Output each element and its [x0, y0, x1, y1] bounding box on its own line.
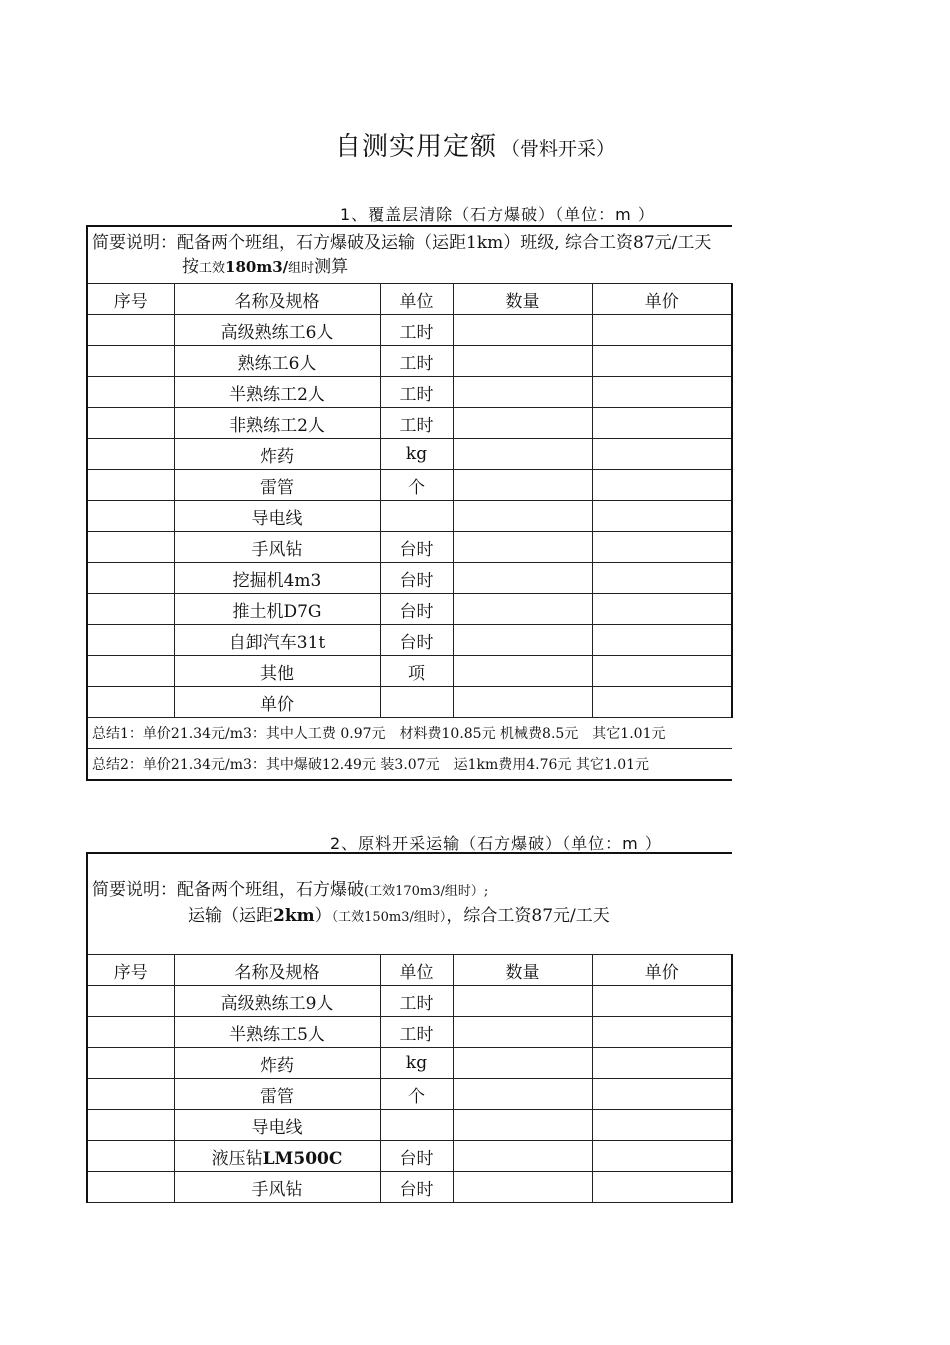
section1-desc-line2	[92, 255, 732, 281]
cell-name: 导电线	[174, 1110, 380, 1141]
table-row	[87, 377, 732, 408]
desc-small-text: 组时	[288, 261, 315, 276]
cell-seq	[87, 1141, 174, 1172]
cell-name: 非熟练工2人	[174, 408, 380, 439]
table-row	[87, 1079, 732, 1110]
cell-seq	[87, 408, 174, 439]
title-sub: （骨料开采）	[501, 138, 616, 160]
table-row	[87, 656, 732, 687]
cell-name: 炸药	[174, 439, 380, 470]
table-row	[87, 1048, 732, 1079]
cell-unit: 台时	[380, 563, 453, 594]
cell-seq	[87, 532, 174, 563]
cell-name: 高级熟练工9人	[174, 986, 380, 1017]
table-row	[87, 346, 732, 377]
cell-quantity	[453, 1141, 592, 1172]
table-row	[87, 439, 732, 470]
summary-1: 总结1：单价21.34元/m3：其中人工费 0.97元 材料费10.85元 机械费8.5元 其它1.01元	[87, 718, 732, 749]
cell-quantity	[453, 532, 592, 563]
desc-text: 简要说明：配备两个班组，石方爆破	[92, 880, 364, 900]
section1-desc-line1: 简要说明：配备两个班组，石方爆破及运输（运距1km）班级, 综合工资87元/工天	[92, 233, 712, 253]
summary-2: 总结2：单价21.34元/m3：其中爆破12.49元 装3.07元 运1km费用4.76元 其它1.01元	[87, 749, 732, 781]
header-seq: 序号	[87, 955, 174, 986]
cell-quantity	[453, 501, 592, 532]
cell-seq	[87, 687, 174, 718]
cell-seq	[87, 1172, 174, 1203]
cell-quantity	[453, 346, 592, 377]
cell-name: 雷管	[174, 1079, 380, 1110]
cell-price	[592, 1017, 732, 1048]
table-row	[87, 470, 732, 501]
cell-unit: 工时	[380, 346, 453, 377]
cell-price	[592, 532, 732, 563]
header-price: 单价	[592, 955, 732, 986]
cell-unit: 个	[380, 1079, 453, 1110]
cell-unit: 工时	[380, 1017, 453, 1048]
cell-price	[592, 594, 732, 625]
cell-name: 半熟练工5人	[174, 1017, 380, 1048]
desc-text: ，综合工资87元/工天	[446, 906, 610, 926]
cell-name: 推土机D7G	[174, 594, 380, 625]
cell-quantity	[453, 594, 592, 625]
cell-unit: 台时	[380, 594, 453, 625]
table-row	[87, 408, 732, 439]
header-name: 名称及规格	[174, 955, 380, 986]
cell-seq	[87, 563, 174, 594]
cell-price	[592, 439, 732, 470]
title-main: 自测实用定额	[334, 132, 497, 162]
cell-name: 熟练工6人	[174, 346, 380, 377]
cell-name: 半熟练工2人	[174, 377, 380, 408]
cell-quantity	[453, 1079, 592, 1110]
cell-quantity	[453, 563, 592, 594]
summary-row	[87, 718, 732, 749]
cell-price	[592, 687, 732, 718]
cell-unit	[380, 687, 453, 718]
desc-text: ）	[314, 906, 332, 926]
cell-quantity	[453, 1048, 592, 1079]
cell-unit: 台时	[380, 1141, 453, 1172]
desc-small-text: (工效170m3/组时）;	[364, 884, 489, 899]
desc-bold-text: 2km	[273, 906, 315, 926]
cell-unit: 个	[380, 470, 453, 501]
section2-desc-line2	[92, 904, 732, 930]
table-header-row	[87, 955, 732, 986]
cell-price	[592, 656, 732, 687]
cell-unit: 工时	[380, 408, 453, 439]
cell-price	[592, 315, 732, 346]
cell-price	[592, 625, 732, 656]
desc-small-text: 工效	[199, 261, 226, 276]
cell-name: 挖掘机4m3	[174, 563, 380, 594]
cell-price	[592, 408, 732, 439]
header-seq: 序号	[87, 284, 174, 315]
table-row	[87, 563, 732, 594]
page-title	[0, 126, 950, 163]
cell-price	[592, 1110, 732, 1141]
cell-seq	[87, 986, 174, 1017]
cell-name: 手风钻	[174, 532, 380, 563]
cell-unit: kg	[380, 439, 453, 470]
table-row	[87, 625, 732, 656]
cell-seq	[87, 439, 174, 470]
cell-unit: 台时	[380, 1172, 453, 1203]
header-unit: 单位	[380, 284, 453, 315]
cell-price	[592, 563, 732, 594]
table-row	[87, 1141, 732, 1172]
cell-seq	[87, 656, 174, 687]
cell-seq	[87, 470, 174, 501]
section1-table	[86, 225, 733, 781]
cell-name: 炸药	[174, 1048, 380, 1079]
section2-desc-line1	[92, 878, 732, 904]
cell-quantity	[453, 1110, 592, 1141]
cell-price	[592, 1048, 732, 1079]
cell-unit: 工时	[380, 315, 453, 346]
cell-quantity	[453, 687, 592, 718]
cell-seq	[87, 625, 174, 656]
header-price: 单价	[592, 284, 732, 315]
header-quantity: 数量	[453, 284, 592, 315]
table-row	[87, 687, 732, 718]
cell-quantity	[453, 625, 592, 656]
cell-seq	[87, 315, 174, 346]
cell-unit: 项	[380, 656, 453, 687]
cell-unit: 工时	[380, 986, 453, 1017]
cell-seq	[87, 501, 174, 532]
cell-name: 其他	[174, 656, 380, 687]
section1-description	[87, 226, 732, 284]
cell-unit: 台时	[380, 532, 453, 563]
cell-price	[592, 986, 732, 1017]
cell-price	[592, 1172, 732, 1203]
cell-seq	[87, 346, 174, 377]
cell-price	[592, 346, 732, 377]
desc-text: 测算	[314, 257, 349, 277]
header-quantity: 数量	[453, 955, 592, 986]
cell-quantity	[453, 377, 592, 408]
cell-quantity	[453, 470, 592, 501]
table-row	[87, 1172, 732, 1203]
cell-name: 单价	[174, 687, 380, 718]
section2-description	[87, 853, 732, 955]
cell-quantity	[453, 1017, 592, 1048]
desc-text: 按	[182, 257, 199, 277]
cell-price	[592, 501, 732, 532]
table-row	[87, 501, 732, 532]
table-header-row	[87, 284, 732, 315]
desc-bold-text: 180m3/	[225, 258, 289, 276]
name-bold-text: LM500C	[262, 1148, 343, 1169]
desc-small-text: （工效150m3/组时）	[331, 910, 447, 925]
cell-seq	[87, 377, 174, 408]
cell-unit	[380, 501, 453, 532]
cell-unit: kg	[380, 1048, 453, 1079]
cell-quantity	[453, 315, 592, 346]
cell-name: 自卸汽车31t	[174, 625, 380, 656]
table-row	[87, 1017, 732, 1048]
cell-name: 高级熟练工6人	[174, 315, 380, 346]
table-row	[87, 532, 732, 563]
section2-heading: 2、原料开采运输（石方爆破）（单位：m ）	[330, 834, 662, 853]
cell-name: 导电线	[174, 501, 380, 532]
cell-quantity	[453, 439, 592, 470]
cell-price	[592, 1141, 732, 1172]
cell-name: 手风钻	[174, 1172, 380, 1203]
table-row	[87, 315, 732, 346]
cell-price	[592, 1079, 732, 1110]
cell-name	[174, 1141, 380, 1172]
cell-seq	[87, 1110, 174, 1141]
summary-row	[87, 749, 732, 781]
cell-quantity	[453, 408, 592, 439]
desc-text: 运输（运距	[188, 906, 273, 926]
cell-quantity	[453, 986, 592, 1017]
name-text: 液压钻	[211, 1148, 263, 1169]
header-unit: 单位	[380, 955, 453, 986]
cell-seq	[87, 1048, 174, 1079]
cell-seq	[87, 1079, 174, 1110]
cell-seq	[87, 1017, 174, 1048]
table-row	[87, 986, 732, 1017]
cell-seq	[87, 594, 174, 625]
section1-heading: 1、覆盖层清除（石方爆破）（单位：m ）	[340, 205, 655, 224]
cell-quantity	[453, 656, 592, 687]
cell-unit: 工时	[380, 377, 453, 408]
section2-table	[86, 852, 733, 1203]
header-name: 名称及规格	[174, 284, 380, 315]
cell-unit	[380, 1110, 453, 1141]
cell-quantity	[453, 1172, 592, 1203]
cell-name: 雷管	[174, 470, 380, 501]
cell-price	[592, 470, 732, 501]
table-row	[87, 594, 732, 625]
cell-price	[592, 377, 732, 408]
cell-unit: 台时	[380, 625, 453, 656]
table-row	[87, 1110, 732, 1141]
